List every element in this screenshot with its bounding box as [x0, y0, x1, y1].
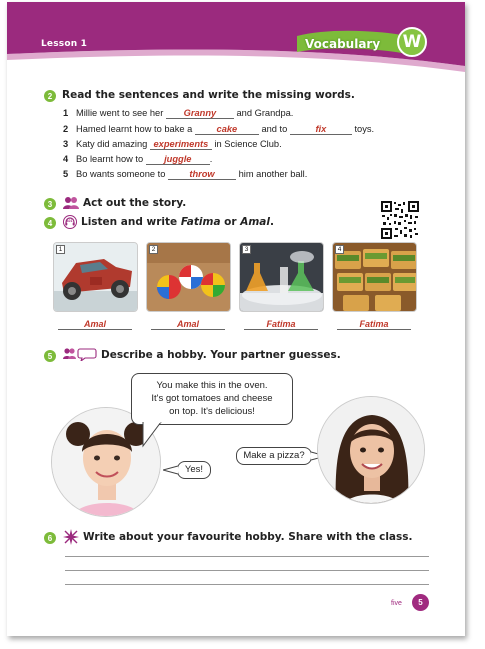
sentence-2: 2 Hamed learnt how to bake a cake and to fix toys.	[63, 124, 375, 134]
photo-4-answer[interactable]: Fatima	[337, 318, 411, 330]
baked-pastries-image	[333, 243, 417, 312]
sentence-1: 1 Millie went to see her Granny and Grandpa.	[63, 108, 294, 118]
exercise-3-number: 3	[44, 198, 56, 210]
toy-car-image	[54, 243, 138, 312]
headphones-icon[interactable]: A01	[63, 215, 77, 229]
answer-blank-2b[interactable]: fix	[290, 124, 352, 135]
pair-speech-icon	[63, 347, 97, 361]
sentence-4: 4 Bo learnt how to juggle .	[63, 154, 213, 164]
exercise-2-instruction: Read the sentences and write the missing words.	[62, 89, 355, 101]
writing-line-1[interactable]	[65, 556, 429, 557]
photo-toy-car: 1	[53, 242, 138, 312]
group-icon	[63, 196, 79, 210]
writing-line-3[interactable]	[65, 584, 429, 585]
photo-2-answer[interactable]: Amal	[151, 318, 225, 330]
photo-3-answer[interactable]: Fatima	[244, 318, 318, 330]
juggling-balls-image	[147, 243, 231, 312]
exercise-4-instruction: Listen and write Fatima or Amal.	[81, 216, 274, 228]
exercise-5-number: 5	[44, 350, 56, 362]
page-number-word: five	[391, 600, 402, 607]
vocabulary-label: Vocabulary	[305, 37, 381, 51]
speech-bubble-tail	[141, 422, 165, 448]
photo-1-answer[interactable]: Amal	[58, 318, 132, 330]
answer-blank-4[interactable]: juggle	[146, 154, 210, 165]
lesson-label: Lesson 1	[41, 39, 88, 49]
science-experiment-image	[240, 243, 324, 312]
photo-baked-pastries: 4	[332, 242, 417, 312]
answer-blank-5[interactable]: throw	[168, 169, 236, 180]
answer-blank-3[interactable]: experiments	[150, 139, 212, 150]
photo-science-experiment: 3	[239, 242, 324, 312]
exercise-6-number: 6	[44, 532, 56, 544]
vocabulary-badge-icon: W	[397, 27, 427, 57]
workbook-page	[7, 2, 465, 636]
yes-bubble-tail	[163, 465, 179, 475]
exercise-6-instruction: Write about your favourite hobby. Share with the class.	[83, 531, 413, 543]
photo-juggling-balls: 2	[146, 242, 231, 312]
page-number-badge: 5	[412, 594, 429, 611]
qr-code-icon[interactable]	[380, 200, 420, 240]
speech-bubble-guess: Make a pizza?	[236, 447, 312, 465]
answer-blank-1[interactable]: Granny	[166, 108, 234, 119]
exercise-5-instruction: Describe a hobby. Your partner guesses.	[101, 349, 341, 361]
speech-bubble-clue: You make this in the oven. It's got tomatoes and cheese on top. It's delicious!	[131, 373, 293, 425]
speech-bubble-yes: Yes!	[177, 461, 211, 479]
sentence-5: 5 Bo wants someone to throw him another ball.	[63, 169, 308, 179]
sparkle-icon	[63, 529, 79, 545]
writing-line-2[interactable]	[65, 570, 429, 571]
exercise-4-number: 4	[44, 217, 56, 229]
answer-blank-2a[interactable]: cake	[195, 124, 259, 135]
exercise-3-instruction: Act out the story.	[83, 197, 187, 209]
sentence-3: 3 Katy did amazing experiments in Science Club.	[63, 139, 282, 149]
exercise-2-number: 2	[44, 90, 56, 102]
girl-long-hair-photo	[317, 396, 425, 504]
